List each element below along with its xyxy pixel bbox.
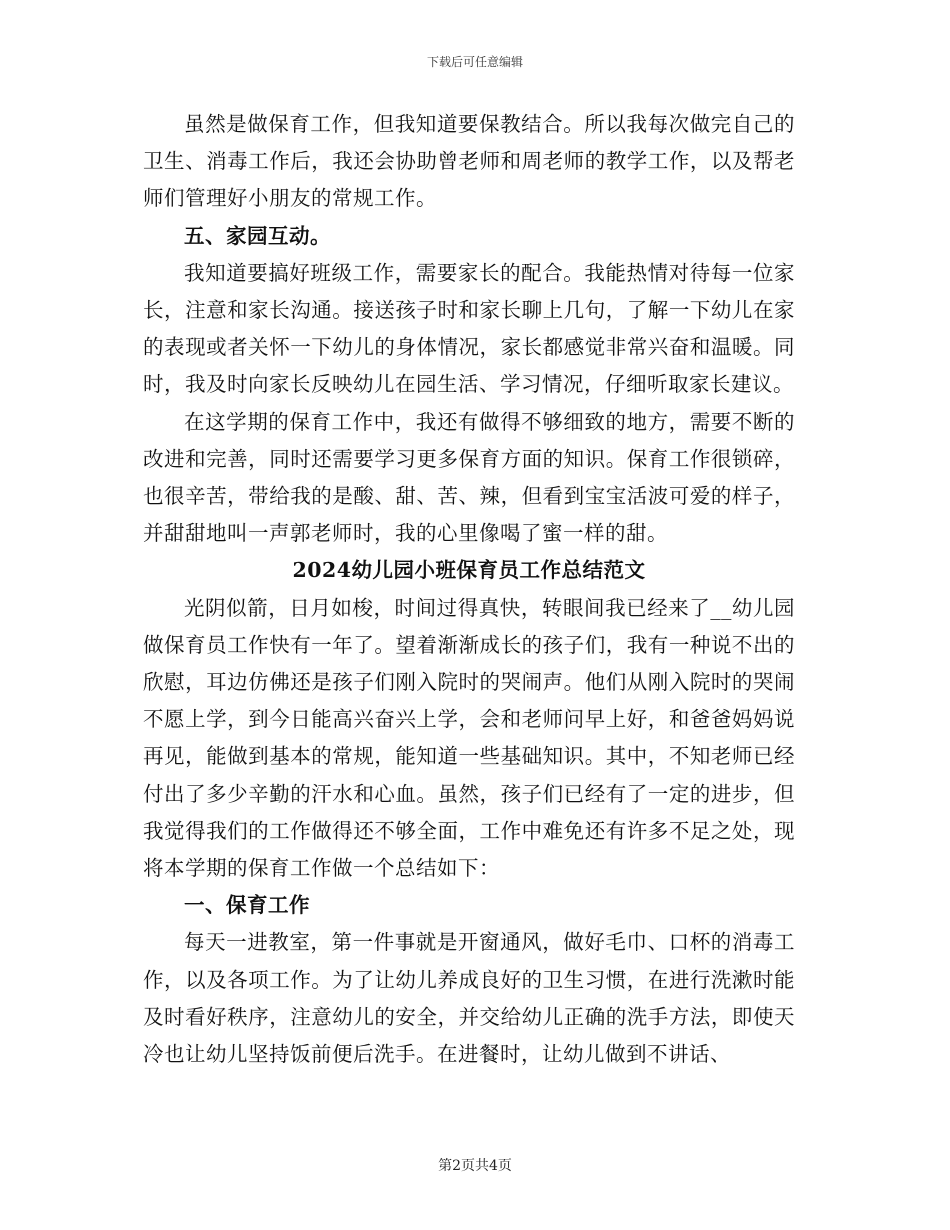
paragraph-daily-routine: 每天一进教室，第一件事就是开窗通风，做好毛巾、口杯的消毒工作，以及各项工作。为了让幼儿养成良好的卫生习惯，在进行洗漱时能及时看好秩序，注意幼儿的安全，并交给幼儿正确的洗手方法，即使天冷也让幼儿坚持饭前便后洗手。在进餐时，让幼儿做到不讲话、 bbox=[143, 930, 795, 1067]
paragraph-parent-communication: 我知道要搞好班级工作，需要家长的配合。我能热情对待每一位家长，注意和家长沟通。接送孩子时和家长聊上几句，了解一下幼儿在家的表现或者关怀一下幼儿的身体情况，家长都感觉非常兴奋和温暖。同时，我及时向家长反映幼儿在园生活、学习情况，仔细听取家长建议。 bbox=[143, 260, 795, 397]
document-body bbox=[143, 106, 795, 1073]
page-number: 第2页共4页 bbox=[438, 1158, 512, 1174]
paragraph-introduction: 光阴似箭，日月如梭，时间过得真快，转眼间我已经来了__幼儿园做保育员工作快有一年了。望着渐渐成长的孩子们，我有一种说不出的欣慰，耳边仿佛还是孩子们刚入院时的哭闹声。他们从刚入院时的哭闹不愿上学，到今日能高兴奋兴上学，会和老师问早上好，和爸爸妈妈说再见，能做到基本的常规，能知道一些基础知识。其中，不知老师已经付出了多少辛勤的汗水和心血。虽然，孩子们已经有了一定的进步，但我觉得我们的工作做得还不够全面，工作中难免还有许多不足之处，现将本学期的保育工作做一个总结如下： bbox=[143, 595, 795, 881]
section-heading-care-work: 一、保育工作 bbox=[184, 893, 310, 918]
paragraph-reflection: 在这学期的保育工作中，我还有做得不够细致的地方，需要不断的改进和完善，同时还需要学习更多保育方面的知识。保育工作很锁碎，也很辛苦，带给我的是酸、甜、苦、辣，但看到宝宝活波可爱的样子，并甜甜地叫一声郭老师时，我的心里像喝了蜜一样的甜。 bbox=[143, 409, 795, 546]
page-header-note: 下载后可任意编辑 bbox=[426, 55, 523, 69]
section-heading-home-school: 五、家园互动。 bbox=[184, 223, 331, 248]
document-title: 2024幼儿园小班保育员工作总结范文 bbox=[292, 558, 646, 583]
paragraph-care-and-teaching: 虽然是做保育工作，但我知道要保教结合。所以我每次做完自己的卫生、消毒工作后，我还会协助曾老师和周老师的教学工作，以及帮老师们管理好小朋友的常规工作。 bbox=[143, 112, 795, 211]
